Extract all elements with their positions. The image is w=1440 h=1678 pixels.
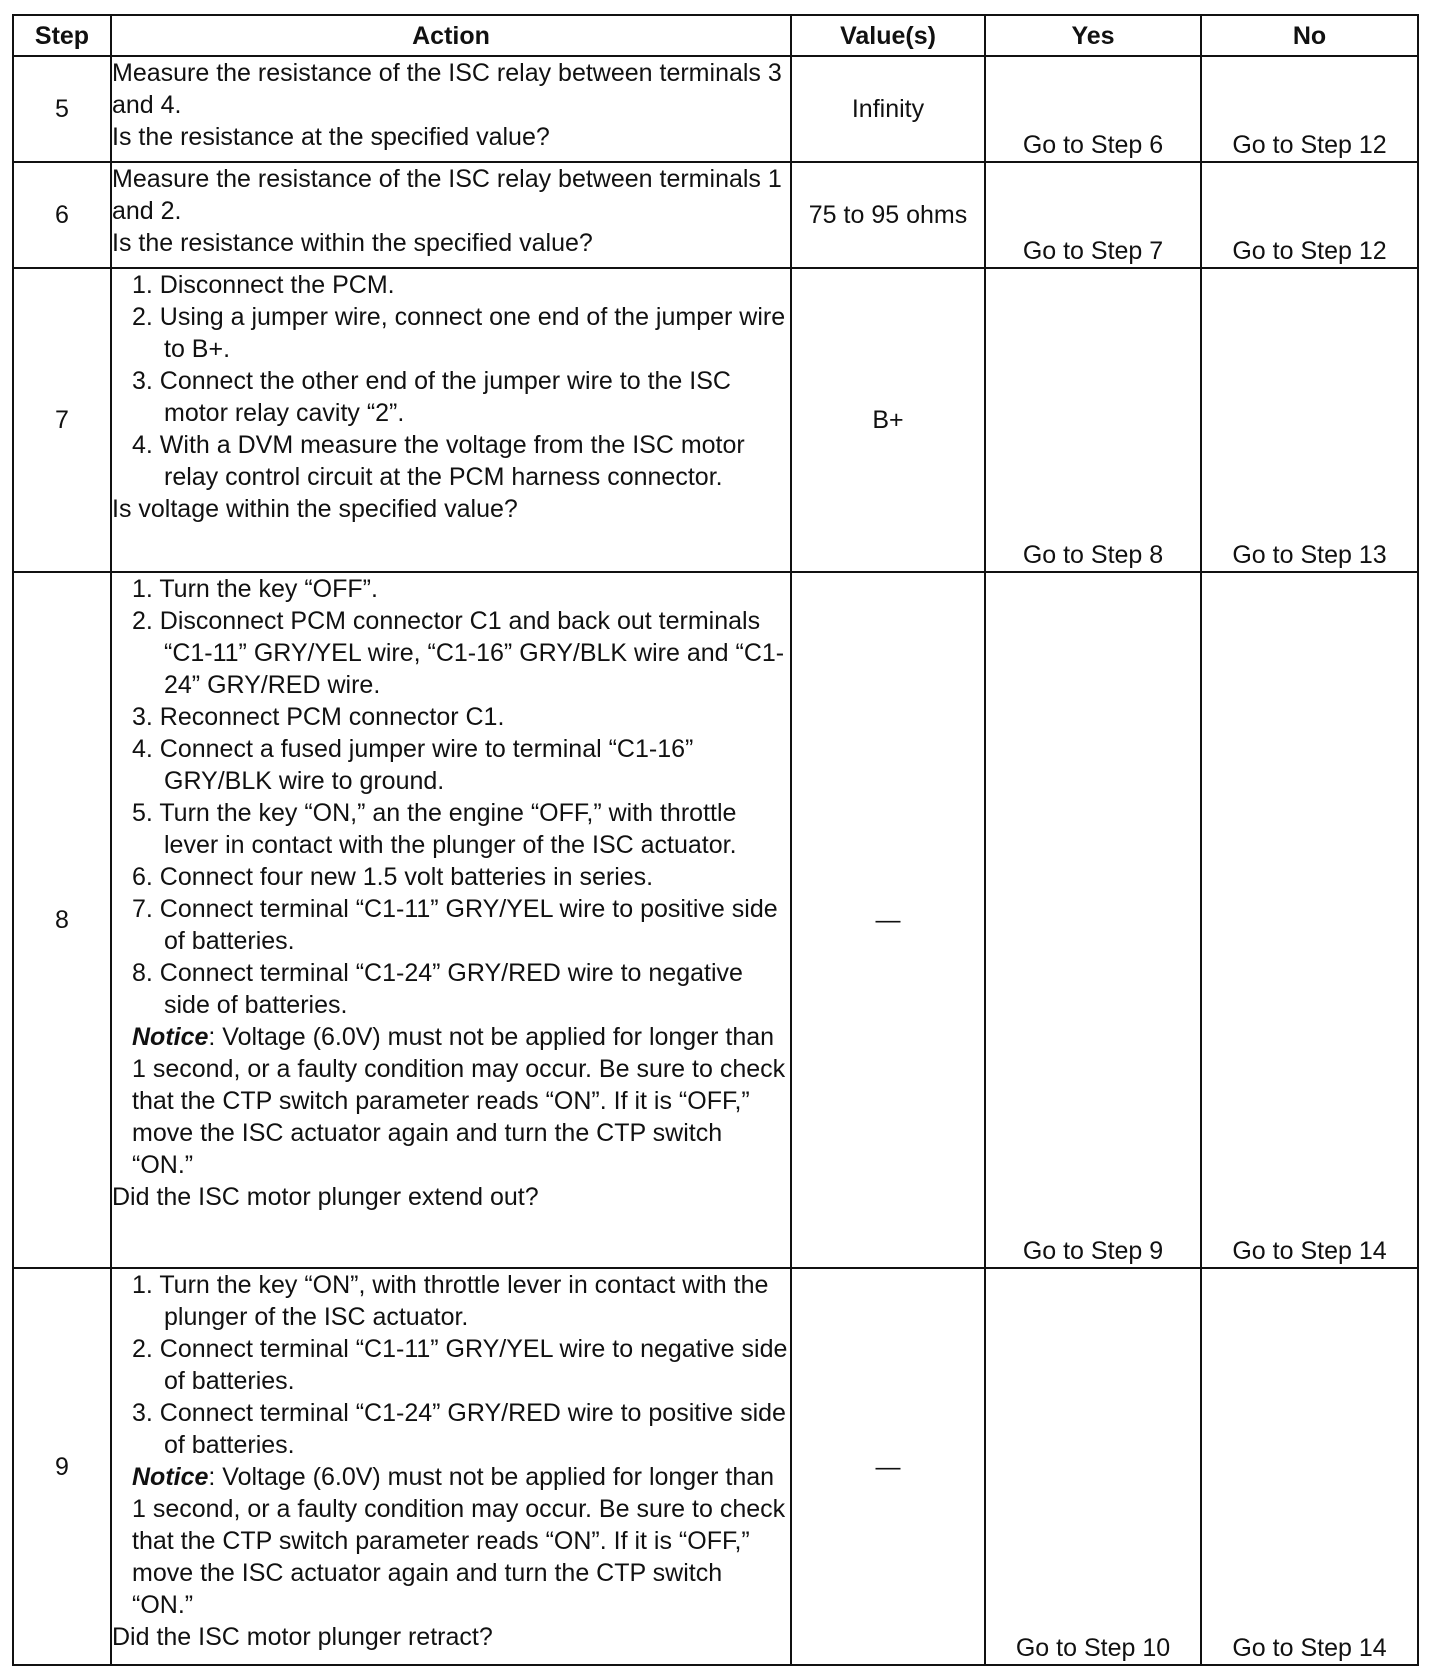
list-item: 2. Using a jumper wire, connect one end of the jumper wire to B+. <box>132 303 786 363</box>
list-item: 3. Reconnect PCM connector C1. <box>132 703 505 731</box>
yes-cell: Go to Step 6 <box>985 56 1201 162</box>
no-cell: Go to Step 13 <box>1201 268 1418 572</box>
action-cell <box>111 572 791 1268</box>
no-cell: Go to Step 14 <box>1201 1268 1418 1665</box>
notice-label: Notice <box>132 1023 209 1051</box>
yes-cell: Go to Step 7 <box>985 162 1201 268</box>
list-item: 4. Connect a fused jumper wire to terminal “C1-16” GRY/BLK wire to ground. <box>132 735 694 795</box>
list-item: 1. Turn the key “ON”, with throttle lever in contact with the plunger of the ISC actuator. <box>132 1271 769 1331</box>
action-question: Is the resistance within the specified value? <box>112 229 593 257</box>
list-item: 8. Connect terminal “C1-24” GRY/RED wire to negative side of batteries. <box>132 959 743 1019</box>
list-item: 4. With a DVM measure the voltage from the ISC motor relay control circuit at the PCM harness connector. <box>132 431 745 491</box>
step-number: 7 <box>13 268 111 572</box>
action-text: Measure the resistance of the ISC relay between terminals 1 and 2. <box>112 165 782 225</box>
step-number: 8 <box>13 572 111 1268</box>
list-item: 3. Connect terminal “C1-24” GRY/RED wire to positive side of batteries. <box>132 1399 786 1459</box>
table-row <box>13 1268 1418 1665</box>
table-row <box>13 268 1418 572</box>
table-row <box>13 56 1418 162</box>
notice-text <box>132 1021 790 1181</box>
value-cell: 75 to 95 ohms <box>791 162 985 268</box>
action-list <box>112 269 790 493</box>
diagnostic-table <box>12 14 1419 1666</box>
action-question: Did the ISC motor plunger extend out? <box>112 1183 539 1211</box>
action-cell <box>111 1268 791 1665</box>
notice-body: : Voltage (6.0V) must not be applied for longer than 1 second, or a faulty condition may occur. Be sure to check that the CTP switch parameter reads “ON”. If it is “OFF,” move the ISC actuator again and turn the CTP switch “ON.” <box>132 1023 786 1179</box>
list-item: 5. Turn the key “ON,” an the engine “OFF,” with throttle lever in contact with the plunger of the ISC actuator. <box>132 799 737 859</box>
yes-cell: Go to Step 9 <box>985 572 1201 1268</box>
action-question: Did the ISC motor plunger retract? <box>112 1623 493 1651</box>
table-row <box>13 162 1418 268</box>
no-cell: Go to Step 14 <box>1201 572 1418 1268</box>
value-cell: B+ <box>791 268 985 572</box>
notice-label: Notice <box>132 1463 209 1491</box>
action-question: Is voltage within the specified value? <box>112 495 518 523</box>
action-question: Is the resistance at the specified value? <box>112 123 550 151</box>
action-list <box>112 573 790 1021</box>
notice-text <box>132 1461 790 1621</box>
action-text: Measure the resistance of the ISC relay between terminals 3 and 4. <box>112 59 782 119</box>
value-cell: — <box>791 1268 985 1665</box>
header-step: Step <box>13 15 111 56</box>
list-item: 2. Disconnect PCM connector C1 and back out terminals “C1-11” GRY/YEL wire, “C1-16” GRY/BLK wire and “C1-24” GRY/RED wire. <box>132 607 785 699</box>
list-item: 6. Connect four new 1.5 volt batteries in series. <box>132 863 654 891</box>
action-cell <box>111 268 791 572</box>
header-row <box>13 15 1418 56</box>
notice-body: : Voltage (6.0V) must not be applied for longer than 1 second, or a faulty condition may occur. Be sure to check that the CTP switch parameter reads “ON”. If it is “OFF,” move the ISC actuator again and turn the CTP switch “ON.” <box>132 1463 786 1619</box>
step-number: 9 <box>13 1268 111 1665</box>
no-cell: Go to Step 12 <box>1201 162 1418 268</box>
header-no: No <box>1201 15 1418 56</box>
step-number: 6 <box>13 162 111 268</box>
list-item: 1. Disconnect the PCM. <box>132 271 395 299</box>
list-item: 7. Connect terminal “C1-11” GRY/YEL wire to positive side of batteries. <box>132 895 778 955</box>
action-list <box>112 1269 790 1461</box>
no-cell: Go to Step 12 <box>1201 56 1418 162</box>
list-item: 1. Turn the key “OFF”. <box>132 575 378 603</box>
list-item: 2. Connect terminal “C1-11” GRY/YEL wire to negative side of batteries. <box>132 1335 788 1395</box>
action-cell <box>111 162 791 268</box>
value-cell: Infinity <box>791 56 985 162</box>
list-item: 3. Connect the other end of the jumper wire to the ISC motor relay cavity “2”. <box>132 367 731 427</box>
step-number: 5 <box>13 56 111 162</box>
header-action: Action <box>111 15 791 56</box>
yes-cell: Go to Step 8 <box>985 268 1201 572</box>
action-cell <box>111 56 791 162</box>
yes-cell: Go to Step 10 <box>985 1268 1201 1665</box>
header-values: Value(s) <box>791 15 985 56</box>
value-cell: — <box>791 572 985 1268</box>
table-row <box>13 572 1418 1268</box>
header-yes: Yes <box>985 15 1201 56</box>
